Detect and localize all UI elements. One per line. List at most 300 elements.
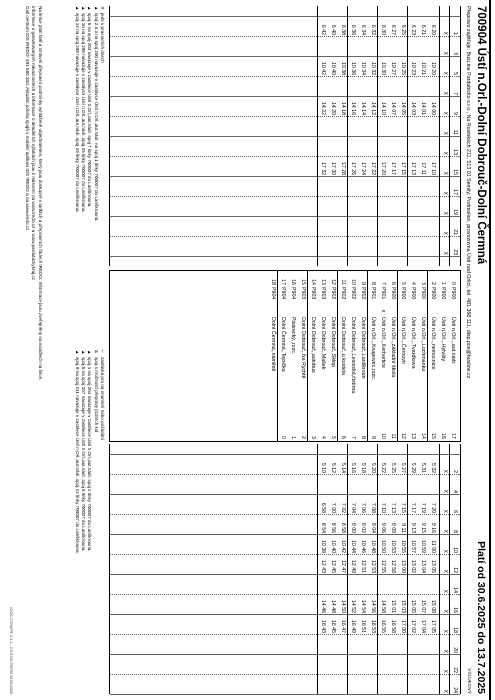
left-departure-time: 17 26 xyxy=(350,162,356,175)
right-trip-code: X xyxy=(442,589,448,593)
left-trip-code: X xyxy=(442,151,448,155)
stop-row xyxy=(318,271,328,441)
left-departure-time: 14 07 xyxy=(390,102,396,115)
right-time-row xyxy=(338,444,348,694)
stop-row xyxy=(307,271,318,441)
left-trip-code: X xyxy=(442,71,448,75)
right-time-row xyxy=(428,444,438,694)
right-trip-code: X xyxy=(442,569,448,573)
stop-zone: P903 xyxy=(320,287,326,300)
footnote-symbol: ▲ xyxy=(74,6,80,11)
right-departure-time: 13 00 xyxy=(400,560,406,573)
stop-row xyxy=(337,271,348,441)
stop-km-return: 1 xyxy=(290,436,296,439)
right-departure-time: 10 50 xyxy=(380,540,386,553)
left-departure-time: 10 20 xyxy=(430,62,436,75)
right-departure-time: 7 10 xyxy=(380,502,386,513)
stop-name: Ústí n.Orl.,,základní škola xyxy=(390,317,396,378)
right-departure-time: 12 55 xyxy=(380,560,386,573)
stop-row xyxy=(328,271,338,441)
left-departure-time: 17 24 xyxy=(360,162,366,175)
left-departure-time: 6 21 xyxy=(420,24,426,35)
right-departure-time: 9 06 xyxy=(380,522,386,533)
right-trip-number: 16 xyxy=(452,607,458,613)
left-trip-number: 21 xyxy=(452,229,458,235)
stop-km: 13 xyxy=(320,279,326,285)
stop-row xyxy=(418,271,428,441)
stop-km: 2 xyxy=(430,282,436,285)
footnote-line xyxy=(99,350,105,554)
left-trip-number: 11 xyxy=(452,129,458,135)
stop-km: 17 xyxy=(280,279,286,285)
right-departure-time: 10 57 xyxy=(410,540,416,553)
right-departure-time: 5 20 xyxy=(370,462,376,473)
stop-zone: P900 xyxy=(400,287,406,300)
left-departure-time: 10 34 xyxy=(360,62,366,75)
right-time-row xyxy=(317,444,328,694)
right-trip-code: X xyxy=(442,609,448,613)
stop-km: 14 xyxy=(310,279,316,285)
footnote-text: spoj 6 na spoj 204 navazuje v zastávce Ústí n.Orl.,aut.nádr. spoj 7 linky 700007 do Lanškrouna. xyxy=(87,13,93,208)
stop-km: 5 xyxy=(400,282,406,285)
left-trip-code: X xyxy=(442,211,448,215)
left-trip-number: 13 xyxy=(452,149,458,155)
footnote-symbol: ▲ xyxy=(87,350,93,355)
stop-zone: P901 xyxy=(380,287,386,300)
right-time-row xyxy=(398,444,408,694)
stop-km-return: 0 xyxy=(280,436,286,439)
right-departure-time: 15 01 xyxy=(390,600,396,613)
footnote-symbol: ▲ xyxy=(87,6,93,11)
left-departure-time: 17 22 xyxy=(370,162,376,175)
right-departure-time: 16 49 xyxy=(350,620,356,633)
right-trip-code: X xyxy=(442,529,448,533)
left-time-row xyxy=(407,6,418,266)
stop-km-return: 17 xyxy=(450,433,456,439)
legend-line-1: Na linice platí tarif a smluvní přepravní podmínky vyhlášené objednatelem, který jsou dostupné v tarifách a přepravních řádech IREDO. Informace jsou zveřejněny na vozidlech na lince. xyxy=(38,6,43,381)
right-time-row xyxy=(328,444,338,694)
left-departure-time: 17 15 xyxy=(400,162,406,175)
right-departure-time: 9 16 xyxy=(430,522,436,533)
left-departure-time: 6 40 xyxy=(330,24,336,35)
right-departure-time: 8 56 xyxy=(330,522,336,533)
right-departure-time: 7 19 xyxy=(420,502,426,513)
left-departure-time: 14 10 xyxy=(380,102,386,115)
stop-zone: P900 xyxy=(420,287,426,300)
left-departure-time: 10 40 xyxy=(330,62,336,75)
right-departure-time: 7 00 xyxy=(330,502,336,513)
left-trip-code: X xyxy=(442,251,448,255)
stop-km: 8 xyxy=(370,282,376,285)
left-trip-number: 5 xyxy=(452,72,458,75)
right-trip-number-row xyxy=(449,444,460,694)
footnote-text: spoj 1 na spoj 201 navazuje v zastávce Ústí n.Orl.,aut.nádr. spoj 2 linky 700007 do Lanškrouna. xyxy=(87,357,93,552)
stop-row xyxy=(298,271,308,441)
stop-row xyxy=(388,271,398,441)
left-departure-time: 10 42 xyxy=(320,62,326,75)
stop-row xyxy=(427,271,438,441)
footnote-text: spoj 10 na spoj 206 navazuje v zastávce Ústí n.Orl.,aut.nádr. spoj 15 linky 700007 do Lanškrouna. xyxy=(81,13,87,213)
stop-row xyxy=(348,271,358,441)
left-departure-time: 17 11 xyxy=(420,162,426,175)
right-departure-time: 16 45 xyxy=(330,620,336,633)
right-departure-time: 13 02 xyxy=(410,560,416,573)
stop-zone: P902 xyxy=(350,287,356,300)
stop-symbol: x xyxy=(380,309,386,313)
left-trip-number: 17 xyxy=(452,189,458,195)
footnote-symbol: & xyxy=(93,350,99,354)
left-departure-time: 6 38 xyxy=(340,24,346,35)
right-trip-code: X xyxy=(442,649,448,653)
right-departure-time: 15 07 xyxy=(420,600,426,613)
right-departure-time: 13 05 xyxy=(430,560,436,573)
left-time-row xyxy=(347,6,358,266)
stop-name: Ústí n.Orl.,,Tvardkova xyxy=(410,317,416,369)
stop-name: Ústí n.Orl.,,Knapovec,rozc. xyxy=(370,317,376,381)
right-trip-code: X xyxy=(442,629,448,633)
right-time-row xyxy=(407,444,418,694)
footnote-symbol: ▲ xyxy=(74,350,80,355)
right-departure-time: 16 53 xyxy=(370,620,376,633)
left-time-row xyxy=(388,6,398,266)
right-departure-time: 5 18 xyxy=(360,462,366,473)
footnote-line xyxy=(92,350,98,554)
left-departure-time: 14 03 xyxy=(410,102,416,115)
left-departure-time: 6 32 xyxy=(370,24,376,35)
left-trip-code: X xyxy=(442,191,448,195)
stop-km-return: 7 xyxy=(350,436,356,439)
stop-zone: P900 xyxy=(430,287,436,300)
stop-list xyxy=(109,270,461,442)
operator-info: Přepravu zajišťuje: BusLine Pardubicko s.r.o., Na Rovinkách 211, 513 01 Semily, Podmolice, provozovna Ústí nad Orlicí, tel. 481 368 111, disp.pce@busline.cz xyxy=(465,6,471,379)
left-departure-time: 17 28 xyxy=(340,162,346,175)
footnote-line xyxy=(80,350,86,554)
print-id: IDOS-CYRAP® 4.4.1 - 2.0.9726 PB703 26.06.2025 xyxy=(9,607,13,694)
right-departure-time: 17 05 xyxy=(430,620,436,633)
right-departure-time: 15 05 xyxy=(410,600,416,613)
right-departure-time: 5 10 xyxy=(320,462,326,473)
stop-row xyxy=(438,271,448,441)
stop-zone: P900 xyxy=(450,287,456,300)
right-departure-time: 14 56 xyxy=(370,600,376,613)
stop-zone: P904 xyxy=(280,287,286,300)
stop-km-return: 5 xyxy=(330,436,336,439)
right-trip-number: 4 xyxy=(452,490,458,493)
right-trip-number: 6 xyxy=(452,510,458,513)
footnote-text: spoj s možností přepravy jízdních kol xyxy=(93,357,99,433)
right-departure-time: 10 38 xyxy=(320,540,326,553)
right-departure-time: 6 58 xyxy=(320,502,326,513)
stop-km-return: 10 xyxy=(380,433,386,439)
right-departure-time: 5 22 xyxy=(380,462,386,473)
stop-zone: P904 xyxy=(290,287,296,300)
stop-row xyxy=(358,271,368,441)
left-trip-code-row xyxy=(439,6,450,266)
right-departure-time: 12 49 xyxy=(350,560,356,573)
left-departure-time: 10 38 xyxy=(340,62,346,75)
footnote-text: spoj 14 na spoj 208 navazuje v zastávce Ústí n.Orl.,aut.nádr. spoj 19 linky 700007 do Lanškrouna. xyxy=(74,13,80,213)
right-departure-time: 16 47 xyxy=(340,620,346,633)
left-departure-time: 6 36 xyxy=(350,24,356,35)
right-trip-number: 2 xyxy=(452,470,458,473)
right-departure-time: 14 52 xyxy=(350,600,356,613)
stop-row xyxy=(268,271,278,441)
left-trip-code: X xyxy=(442,31,448,35)
left-departure-time: 14 12 xyxy=(370,102,376,115)
left-departure-time: 10 25 xyxy=(400,62,406,75)
left-trip-code: X xyxy=(442,131,448,135)
left-departure-time: 10 36 xyxy=(350,62,356,75)
stop-name: Ústí n.Orl.,,Černovír xyxy=(400,317,406,365)
stop-km: 6 xyxy=(390,282,396,285)
right-departure-time: 16 43 xyxy=(320,620,326,633)
right-departure-time: 10 53 xyxy=(390,540,396,553)
stop-zone: P900 xyxy=(390,287,396,300)
right-trip-code: X xyxy=(442,549,448,553)
right-departure-time: 8 58 xyxy=(340,522,346,533)
footnote-symbol: ⌐ xyxy=(100,350,105,353)
stop-name: Dolní Dobrouč,,u kostela xyxy=(340,317,346,376)
left-departure-time: 17 10 xyxy=(430,162,436,175)
footnote-symbol: ✕ xyxy=(100,6,105,10)
stop-zone: P900 xyxy=(410,287,416,300)
left-departure-time: 6 25 xyxy=(400,24,406,35)
right-departure-time: 15 03 xyxy=(400,600,406,613)
footnote-text: spoj 5 na spoj 207 navazuje v zastávce Ústí n.Orl.,aut.nádr. spoj 6 linky 700007 do Lanškrouna. xyxy=(81,357,87,552)
footnotes-left xyxy=(74,6,105,222)
right-departure-time: 9 15 xyxy=(420,522,426,533)
right-trip-number: 12 xyxy=(452,567,458,573)
right-trip-number: 10 xyxy=(452,547,458,553)
stop-km: 11 xyxy=(340,279,346,285)
stop-km: 18 xyxy=(270,279,276,285)
legend-line-2: Informace o garantovaných návaznostech a informace o aktuálních výlukách jsou k nalezení na www.iredo.cz a www.pardubickykraj.cz xyxy=(31,6,37,280)
right-time-row xyxy=(418,444,428,694)
left-trip-code: X xyxy=(442,51,448,55)
left-departure-time: 14 14 xyxy=(360,102,366,115)
left-trip-number: 23 xyxy=(452,249,458,255)
stop-km-return: 13 xyxy=(410,433,416,439)
stop-zone: P904 xyxy=(270,287,276,300)
right-departure-time: 7 04 xyxy=(350,502,356,513)
stop-km-return: 3 xyxy=(310,436,316,439)
left-time-row xyxy=(358,6,368,266)
right-departure-time: 17 00 xyxy=(400,620,406,633)
stop-km: 7 xyxy=(380,282,386,285)
right-departure-time: 7 15 xyxy=(400,502,406,513)
stop-name: Pisárecký,,rozc. xyxy=(290,317,296,355)
stop-km: 10 xyxy=(350,279,356,285)
left-time-row xyxy=(328,6,338,266)
footnote-text: jede v pracovních dnech xyxy=(100,13,105,63)
right-departure-time: 5 25 xyxy=(390,462,396,473)
left-trip-number: 3 xyxy=(452,52,458,55)
left-departure-time: 14 00 xyxy=(430,102,436,115)
right-departure-time: 12 43 xyxy=(320,560,326,573)
left-departure-time: 6 30 xyxy=(380,24,386,35)
right-trip-code-row xyxy=(439,444,450,694)
left-time-row xyxy=(428,6,438,266)
legend-line-3: Call centrum IDS IREDO: 491 580 333, Aktuální poloha spojů v mobilní aplikaci IDS IREDO a na www.iredo.cz xyxy=(25,6,30,231)
stop-name: Ústí n.Orl.,,aut.nádr. xyxy=(450,317,456,365)
stop-name: Dolní Dobrouč,,Lanškroun xyxy=(360,317,366,379)
right-departure-time: 7 13 xyxy=(390,502,396,513)
right-departure-time: 12 53 xyxy=(370,560,376,573)
right-departure-time: 5 32 xyxy=(430,462,436,473)
right-trip-code: X xyxy=(442,509,448,513)
stop-name: Ústí n.Orl.,,Lochmanka xyxy=(420,317,426,372)
right-trip-grid xyxy=(109,444,461,694)
stop-km: 16 xyxy=(290,279,296,285)
stop-zone: P901 xyxy=(370,287,376,300)
right-departure-time: 5 14 xyxy=(340,462,346,473)
right-departure-time: 12 58 xyxy=(390,560,396,573)
stop-row xyxy=(448,271,458,441)
right-time-row xyxy=(368,444,378,694)
stop-row xyxy=(397,271,408,441)
right-departure-time: 11 00 xyxy=(430,540,436,553)
right-col-divider xyxy=(110,694,460,695)
right-departure-time: 16 55 xyxy=(380,620,386,633)
left-departure-time: 14 01 xyxy=(420,102,426,115)
right-departure-time: 17 02 xyxy=(410,620,416,633)
right-departure-time: 9 00 xyxy=(350,522,356,533)
right-time-row xyxy=(347,444,358,694)
right-departure-time: 14 48 xyxy=(330,600,336,613)
stop-row xyxy=(378,271,388,441)
left-departure-time: 6 42 xyxy=(320,24,326,35)
right-departure-time: 7 06 xyxy=(360,502,366,513)
stop-km: 12 xyxy=(330,279,336,285)
footnote-symbol: ▲ xyxy=(93,6,99,11)
stop-km: 15 xyxy=(300,279,306,285)
stop-name: Dolní Dobrouč,,Sklep xyxy=(330,317,336,368)
stop-km-return: 12 xyxy=(400,433,406,439)
right-departure-time: 12 51 xyxy=(360,560,366,573)
page-title: 700904 Ústí n.Orl.-Dolní Dobrouč-Dolní Čermná xyxy=(475,6,487,265)
stop-name: Dolní Dobrouč,,Lesnická,čistírna xyxy=(350,317,356,394)
right-departure-time: 16 58 xyxy=(390,620,396,633)
left-time-row xyxy=(398,6,408,266)
left-departure-time: 14 18 xyxy=(340,102,346,115)
right-departure-time: 14 46 xyxy=(320,600,326,613)
footnote-line xyxy=(74,6,80,222)
stop-km-return: 16 xyxy=(440,433,446,439)
stop-row xyxy=(367,271,378,441)
stop-km-return: 8 xyxy=(360,436,366,439)
right-trip-code: X xyxy=(442,669,448,673)
right-departure-time: 7 20 xyxy=(430,502,436,513)
left-trip-number: 7 xyxy=(452,92,458,95)
stop-km: 9 xyxy=(360,282,366,285)
left-departure-time: 14 16 xyxy=(350,102,356,115)
right-departure-time: 5 29 xyxy=(410,462,416,473)
left-time-row xyxy=(338,6,348,266)
stop-name: Dolní Čermná,,náměstí xyxy=(270,317,276,372)
left-departure-time: 10 21 xyxy=(420,62,426,75)
left-trip-code: X xyxy=(442,231,448,235)
stop-km-return: 14 xyxy=(420,433,426,439)
right-departure-time: 8 54 xyxy=(320,522,326,533)
stop-name: Dolní Dobrouč,,Na Rychtě xyxy=(300,317,306,379)
right-time-row xyxy=(377,444,388,694)
right-trip-number: 8 xyxy=(452,530,458,533)
right-trip-code: X xyxy=(442,689,448,693)
stop-km: 3 xyxy=(420,282,426,285)
right-departure-time: 14 58 xyxy=(380,600,386,613)
left-time-row xyxy=(377,6,388,266)
right-trip-number: 14 xyxy=(452,587,458,593)
stop-row xyxy=(277,271,288,441)
right-departure-time: 5 16 xyxy=(350,462,356,473)
stop-name: Dolní Dobrouč,,Mašek xyxy=(320,317,326,370)
stop-km-return: 2 xyxy=(300,436,306,439)
left-trip-number: 1 xyxy=(452,32,458,35)
right-departure-time: 9 13 xyxy=(410,522,416,533)
left-time-row xyxy=(368,6,378,266)
left-trip-code: X xyxy=(442,91,448,95)
stop-zone: P902 xyxy=(330,287,336,300)
footnote-line xyxy=(92,6,98,222)
right-departure-time: 14 50 xyxy=(340,600,346,613)
right-trip-number: 22 xyxy=(452,667,458,673)
left-trip-grid xyxy=(109,6,461,266)
stop-name: Ústí n.Orl.,,Hylváty xyxy=(440,317,446,362)
right-departure-time: 9 04 xyxy=(370,522,376,533)
right-departure-time: 7 17 xyxy=(410,502,416,513)
stop-zone: P903 xyxy=(310,287,316,300)
timetable-type-label: VÝLUKOVÝ xyxy=(466,668,471,694)
footnote-text: spoj 9 na spoj 211 navazuje v zastávce Ústí n.Orl.,aut.nádr. spoj 12 linky 700007 do Lanškrouna. xyxy=(74,357,80,554)
stop-name: Dolní Dobrouč,,autobus xyxy=(310,317,316,373)
right-departure-time: 10 55 xyxy=(400,540,406,553)
left-departure-time: 6 34 xyxy=(360,24,366,35)
stop-name: Ústí n.Orl.,,Kerhartice xyxy=(380,317,386,368)
left-trip-number: 15 xyxy=(452,169,458,175)
stop-km-return: 9 xyxy=(370,436,376,439)
stop-zone: P900 xyxy=(440,287,446,300)
stop-zone: P902 xyxy=(360,287,366,300)
right-time-row xyxy=(388,444,398,694)
right-departure-time: 14 54 xyxy=(360,600,366,613)
left-trip-code: X xyxy=(442,171,448,175)
footnote-symbol: ▲ xyxy=(81,6,87,11)
right-departure-time: 13 04 xyxy=(420,560,426,573)
legend xyxy=(24,6,44,380)
right-departure-time: 7 08 xyxy=(370,502,376,513)
header-rule xyxy=(489,0,491,700)
right-departure-time: 7 02 xyxy=(340,502,346,513)
footnote-line xyxy=(99,6,105,222)
right-departure-time: 5 31 xyxy=(420,462,426,473)
left-trip-number: 19 xyxy=(452,209,458,215)
left-time-row xyxy=(317,6,328,266)
right-trip-number: 20 xyxy=(452,647,458,653)
left-departure-time: 10 30 xyxy=(380,62,386,75)
right-departure-time: 10 48 xyxy=(370,540,376,553)
left-departure-time: 14 22 xyxy=(320,102,326,115)
left-departure-time: 10 23 xyxy=(410,62,416,75)
left-time-row xyxy=(418,6,428,266)
right-trip-code: X xyxy=(442,469,448,473)
stop-km: 1 xyxy=(440,282,446,285)
right-trip-number: 24 xyxy=(452,687,458,693)
stop-name: Ústí n.Orl.,,nemocnice xyxy=(430,317,436,370)
left-departure-time: 17 30 xyxy=(330,162,336,175)
right-departure-time: 9 02 xyxy=(360,522,366,533)
right-departure-time: 12 45 xyxy=(330,560,336,573)
stop-km-return: 4 xyxy=(320,436,326,439)
